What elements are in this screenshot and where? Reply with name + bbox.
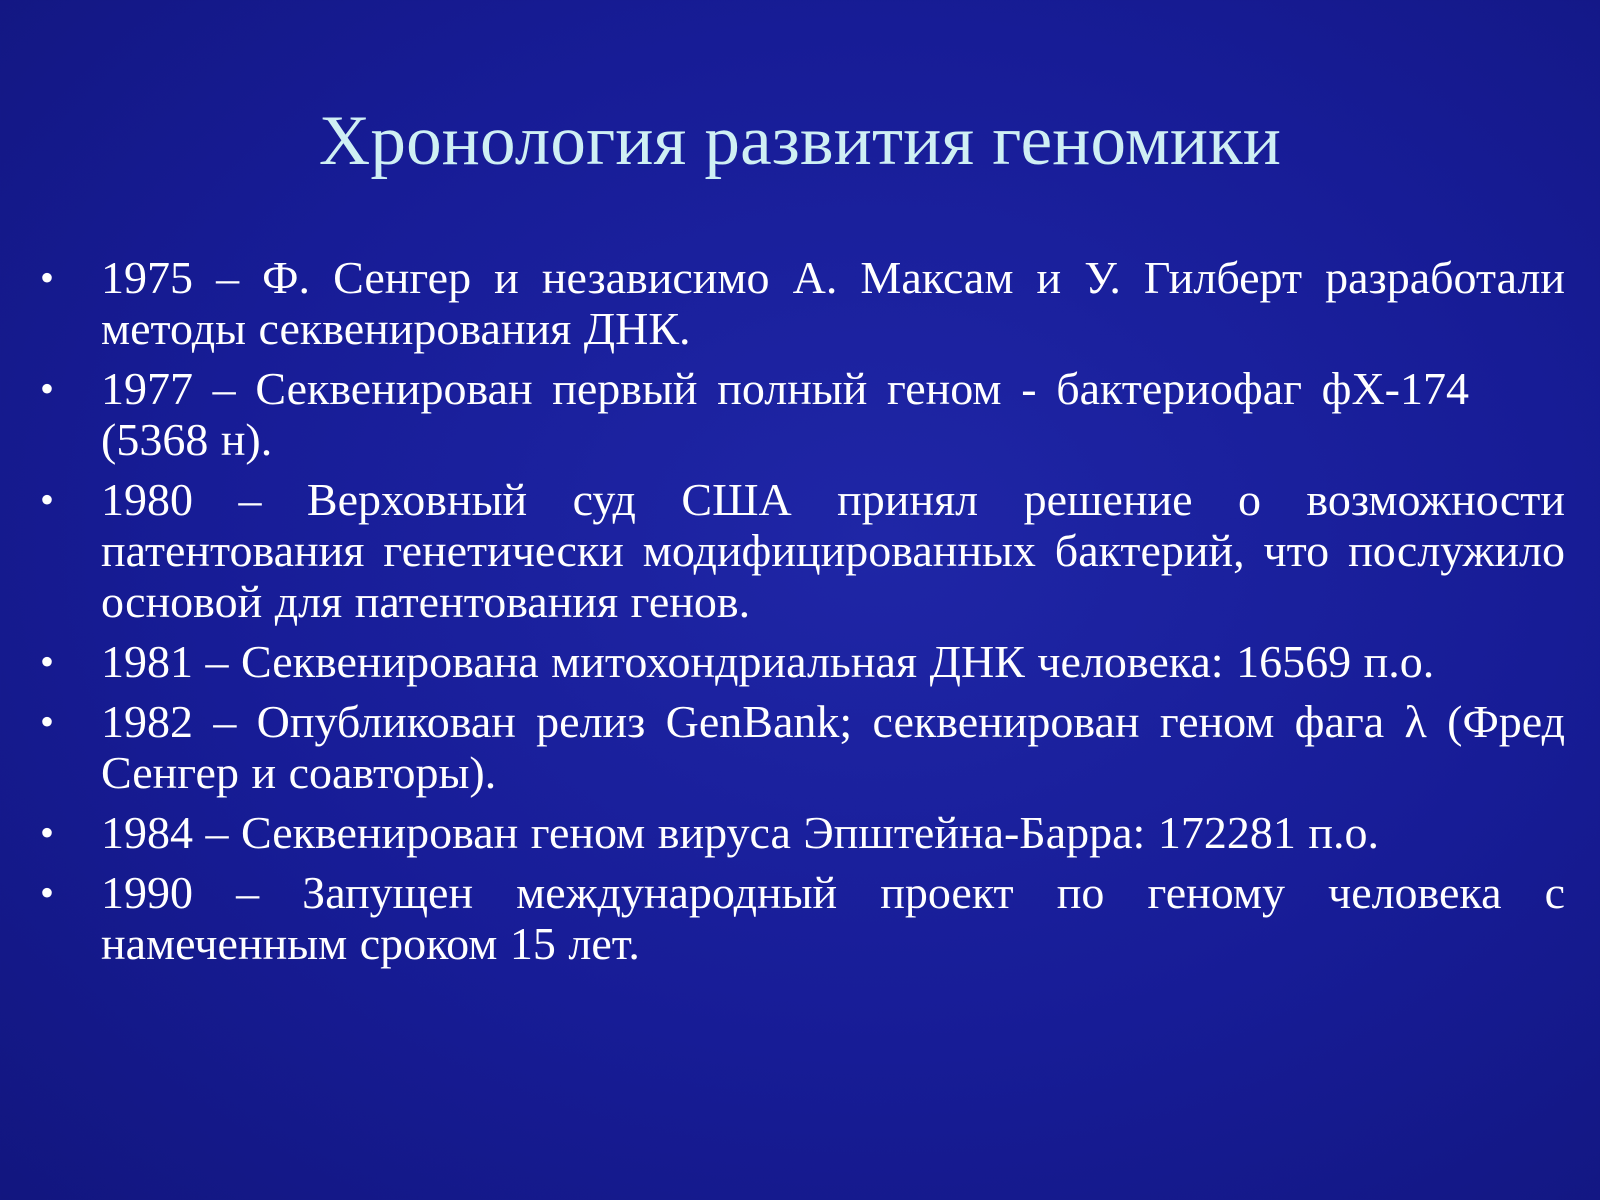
bullet-icon: • [40, 810, 55, 855]
timeline-item-text: 1984 – Секвенирован геном вируса Эпштейна-Барра: 172281 п.о. [101, 807, 1379, 858]
timeline-item-text: 1982 – Опубликован релиз GenBank; секвенирован геном фага λ (Фред Сенгер и соавторы). [101, 696, 1565, 798]
bullet-icon: • [40, 366, 55, 411]
timeline-item-text: 1977 – Секвенирован первый полный геном - бактериофаг фХ-174 (5368 н). [101, 363, 1469, 465]
timeline-item-1984 [40, 807, 1565, 858]
timeline-item-text: 1980 – Верховный суд США принял решение о возможности патентования генетически модифицированных бактерий, что послужило основой для патентования генов. [101, 474, 1565, 627]
bullet-icon: • [40, 699, 55, 744]
timeline-item-1980 [40, 474, 1565, 627]
timeline-item-text: 1990 – Запущен международный проект по геному человека с намеченным сроком 15 лет. [101, 867, 1565, 969]
timeline-item-1982 [40, 696, 1565, 798]
bullet-icon: • [40, 870, 55, 915]
timeline-item-1990 [40, 867, 1565, 969]
timeline-list [40, 252, 1565, 978]
bullet-icon: • [40, 477, 55, 522]
timeline-item-text: 1981 – Секвенирована митохондриальная ДНК человека: 16569 п.о. [101, 636, 1435, 687]
bullet-icon: • [40, 255, 55, 300]
timeline-item-text: 1975 – Ф. Сенгер и независимо А. Максам и У. Гилберт разработали методы секвенирования ДНК. [101, 252, 1565, 354]
timeline-item-1975 [40, 252, 1565, 354]
timeline-item-1981 [40, 636, 1565, 687]
timeline-item-1977 [40, 363, 1565, 465]
slide-title: Хронология развития геномики [318, 102, 1282, 180]
bullet-icon: • [40, 639, 55, 684]
